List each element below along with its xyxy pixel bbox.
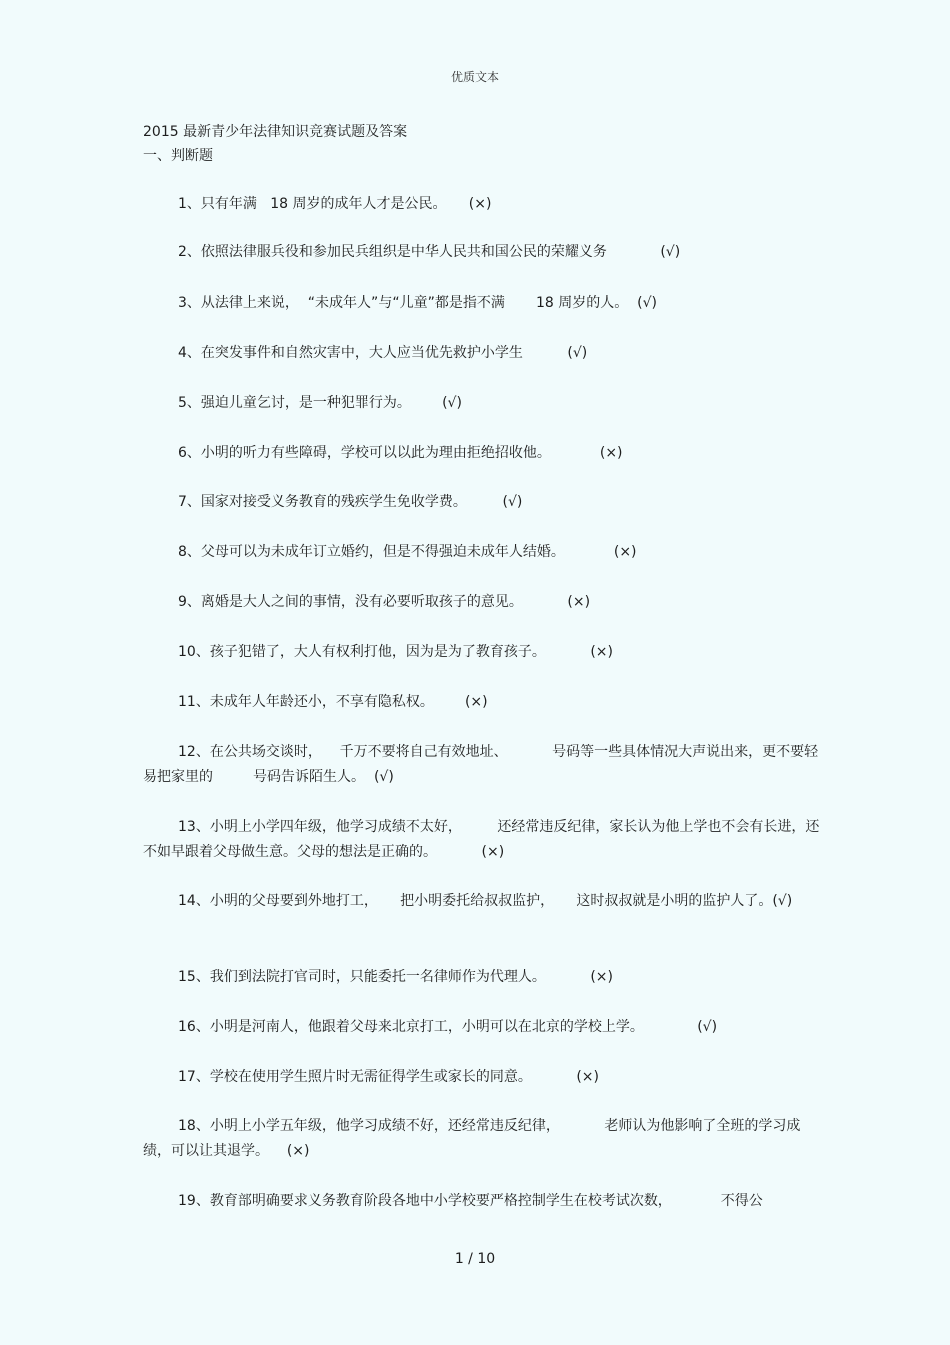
answer-mark: (×) (468, 196, 492, 212)
question-item: 14、小明的父母要到外地打工， 把小明委托给叔叔监护， 这时叔叔就是小明的监护人了。(√) (178, 893, 793, 909)
answer-mark: (√) (373, 769, 394, 785)
question-item: 5、强迫儿童乞讨，是一种犯罪行为。 (√) (178, 395, 462, 411)
question-item: 4、在突发事件和自然灾害中，大人应当优先救护小学生 (√) (178, 345, 588, 361)
question-item: 17、学校在使用学生照片时无需征得学生或家长的同意。 (×) (178, 1069, 599, 1085)
answer-mark: (×) (567, 594, 591, 610)
question-item: 7、国家对接受义务教育的残疾学生免收学费。 (√) (178, 494, 523, 510)
question-item: 18、小明上小学五年级，他学习成绩不好，还经常违反纪律， 老师认为他影响了全班的学习成绩，可以让其退学。 (×) (143, 1118, 801, 1159)
question-item: 13、小明上小学四年级，他学习成绩不太好， 还经常违反纪律，家长认为他上学也不会有长进，还不如早跟着父母做生意。父母的想法是正确的。 (×) (143, 819, 820, 860)
answer-mark: (×) (481, 844, 505, 860)
page-header: 优质文本 (450, 70, 499, 84)
answer-mark: (√) (697, 1019, 718, 1035)
question-item: 1、只有年满 18 周岁的成年人才是公民。 (×) (178, 196, 492, 212)
question-item: 9、离婚是大人之间的事情，没有必要听取孩子的意见。 (×) (178, 594, 591, 610)
answer-mark: (×) (286, 1143, 310, 1159)
answer-mark: (×) (590, 969, 613, 985)
question-item: 16、小明是河南人，他跟着父母来北京打工，小明可以在北京的学校上学。 (√) (178, 1019, 718, 1035)
document-title: 2015 最新青少年法律知识竞赛试题及答案 (143, 124, 408, 140)
question-item: 11、未成年人年龄还小，不享有隐私权。 (×) (178, 694, 488, 710)
question-item: 6、小明的听力有些障碍，学校可以以此为理由拒绝招收他。 (×) (178, 445, 623, 461)
question-item: 12、在公共场交谈时， 千万不要将自己有效地址、 号码等一些具体情况大声说出来，更不要轻易把家里的 号码告诉陌生人。 (√) (143, 744, 819, 785)
question-item: 10、孩子犯错了，大人有权利打他，因为是为了教育孩子。 (×) (178, 644, 613, 660)
answer-mark: (×) (590, 644, 613, 660)
question-item: 3、从法律上来说， “未成年人”与“儿童”都是指不满 18 周岁的人。 (√) (178, 295, 657, 311)
answer-mark: (√) (660, 244, 681, 260)
answer-mark: (√) (772, 893, 793, 909)
answer-mark: (×) (576, 1069, 599, 1085)
answer-mark: (√) (502, 494, 523, 510)
page-number: 1 / 10 (454, 1251, 496, 1267)
answer-mark: (√) (567, 345, 588, 361)
question-item: 8、父母可以为未成年订立婚约，但是不得强迫未成年人结婚。 (×) (178, 544, 637, 560)
section-heading: 一、判断题 (143, 148, 213, 164)
question-item: 2、依照法律服兵役和参加民兵组织是中华人民共和国公民的荣耀义务 (√) (178, 244, 681, 260)
answer-mark: (×) (464, 694, 488, 710)
answer-mark: (×) (613, 544, 637, 560)
question-item: 15、我们到法院打官司时，只能委托一名律师作为代理人。 (×) (178, 969, 613, 985)
answer-mark: (√) (442, 395, 462, 411)
question-item: 19、教育部明确要求义务教育阶段各地中小学校要严格控制学生在校考试次数， 不得公 (178, 1193, 763, 1209)
answer-mark: (×) (599, 445, 623, 461)
answer-mark: (√) (637, 295, 657, 311)
